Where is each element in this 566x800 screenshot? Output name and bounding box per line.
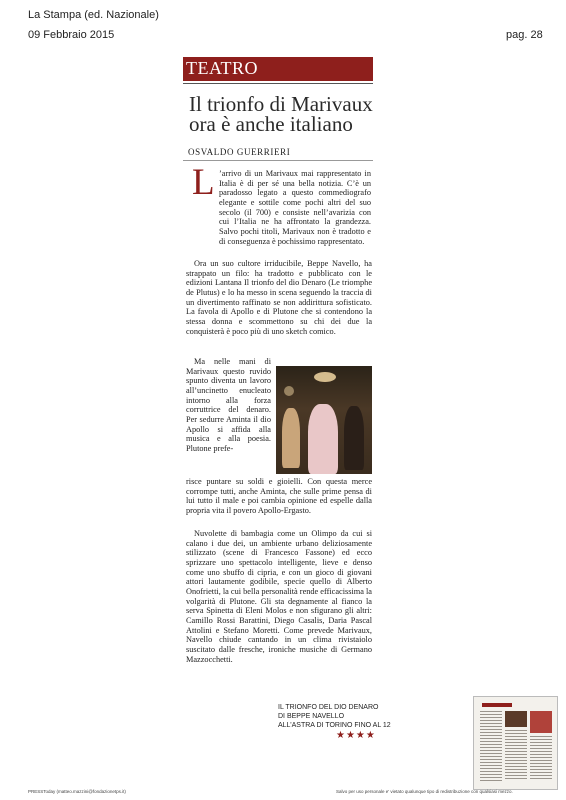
source-name: La Stampa (ed. Nazionale) bbox=[28, 9, 159, 21]
show-credits bbox=[278, 704, 391, 730]
byline: OSVALDO GUERRIERI bbox=[188, 147, 291, 157]
thumb-text-block bbox=[480, 711, 502, 781]
stage-photo bbox=[276, 366, 372, 474]
rating-stars: ★★★★ bbox=[336, 730, 376, 741]
article-headline bbox=[189, 94, 379, 134]
actor-left bbox=[282, 408, 300, 468]
paragraph-4: Nuvolette di bambagia come un Olimpo da cui si calano i due dei, un ambiente urbano deliziosamente stilizzato (scene di Francesco Fassone) ed ecco sprizzare uno spettacolo intelligente, lieve e denso come uno sbuffo di cipria, e con un gioco di giovani attori lautamente godibile, specie quello di Alberto Onofrietti, la cui bella personalità rende efficacissima la volgarità di Plutone. Gli sta degnamente al fianco la serva Spinetta di Eleni Molos e non sfigurano gli altri: Camillo Rossi Barattini, Diego Casalis, Daria Pascal Attolini e Stefano Moretti. Come prevede Marivaux, Navello chiude cantando in un clima rivistaiolo suscitato dalle fresche, ironiche musiche di Germano Mazzocchetti. bbox=[186, 529, 372, 664]
thumb-photo bbox=[505, 711, 527, 727]
paragraph-3-continued: risce puntare su soldi e gioielli. Con questa merce corrompe tutti, anche Aminta, che sulle prime pensa di lui tutto il male e poi cambia opinione ed espelle dalla propria vita il povero Apollo-Ergasto. bbox=[186, 477, 372, 515]
drop-cap: L bbox=[192, 162, 215, 203]
section-label: TEATRO bbox=[186, 58, 258, 78]
chandelier-light bbox=[314, 372, 336, 382]
page-thumbnail bbox=[473, 696, 558, 790]
section-rule bbox=[183, 83, 373, 84]
page-number: pag. 28 bbox=[506, 29, 543, 41]
paragraph-3-wrap: Ma nelle mani di Marivaux questo ruvido spunto diventa un lavoro all’uncinetto enucleato intorno alla forza corruttrice del denaro. Per sedurre Aminta il dio Apollo si affida alla musica e alla poesia. Plutone prefe- bbox=[186, 357, 271, 453]
credit-venue: ALL’ASTRA DI TORINO FINO AL 12 bbox=[278, 721, 391, 729]
footer-left: PRESSToday (matteo.mazzini@fondazionetps.it) bbox=[28, 789, 126, 794]
headline-line-1: Il trionfo di Marivaux bbox=[189, 92, 373, 116]
credit-title: IL TRIONFO DEL DIO DENARO bbox=[278, 704, 379, 711]
actor-right bbox=[344, 406, 364, 470]
section-banner bbox=[183, 57, 373, 81]
thumb-text-block-3 bbox=[530, 736, 552, 781]
stage-light bbox=[284, 386, 294, 396]
headline-line-2: ora è anche italiano bbox=[189, 112, 353, 136]
actress-center bbox=[308, 404, 338, 474]
thumb-text-block-2 bbox=[505, 730, 527, 781]
paragraph-2: Ora un suo cultore irriducibile, Beppe Navello, ha strappato un filo: ha tradotto e pubblicato con le edizioni Lantana Il trionfo del dio Denaro (Le triomphe de Plutus) e lo ha messo in scena seguendo la traccia di un divertimento raffinato se non addirittura sofisticato. La favola di Apollo e di Plutone che si contendono la stessa donna e scommettono su chi dei due la conquisterà è poco più di uno sketch comico. bbox=[186, 259, 372, 336]
publication-date: 09 Febbraio 2015 bbox=[28, 29, 115, 41]
paragraph-1: ’arrivo di un Marivaux mai rappresentato in Italia è di per sé una bella notizia. C’è un paradosso legato a questo commediografo elegante e sottile come pochi altri del suo secolo (il 700) e consiste nell’avarizia con cui l’Italia ne ha affrontato la grandezza. Salvo pochi titoli, Marivaux non è tradotto e di conseguenza è pochissimo rappresentato. bbox=[219, 169, 371, 246]
byline-rule bbox=[183, 160, 373, 161]
footer-right: Salvo per uso personale e' vietato qualunque tipo di redistribuzione con qualsiasi mezzo. bbox=[336, 789, 513, 794]
credit-director: DI BEPPE NAVELLO bbox=[278, 712, 345, 720]
thumb-banner bbox=[482, 703, 512, 707]
thumb-photo-2 bbox=[530, 711, 552, 733]
